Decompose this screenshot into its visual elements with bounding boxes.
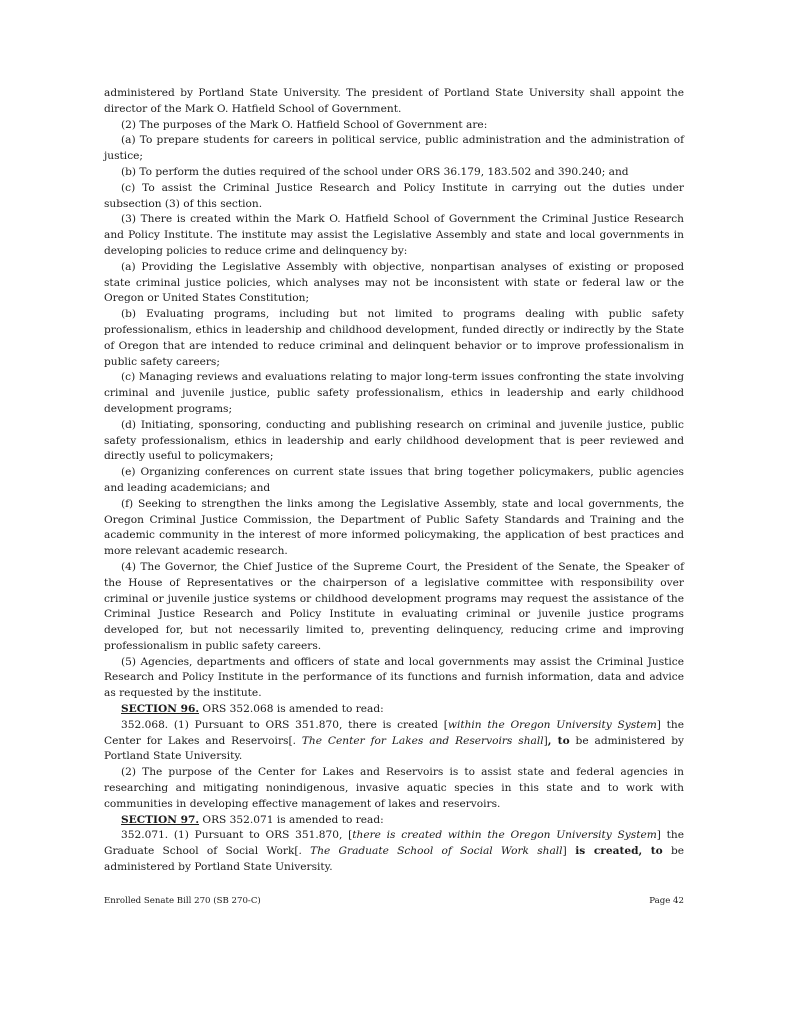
text-run: be administered by Portland State University. xyxy=(104,734,684,763)
section-96-paragraph-2: (2) The purpose of the Center for Lakes and Reservoirs is to assist state and federal agencies in researching and mitigating nonindigenous, invasive aquatic species in this state and to work with communities in developing effective management of lakes and reservoirs. xyxy=(104,766,684,810)
text-run: ] the Graduate School of Social Work[ xyxy=(104,829,684,858)
bill-title: Enrolled Senate Bill 270 (SB 270-C) xyxy=(104,896,261,906)
section-96-intro: ORS 352.068 is amended to read: xyxy=(199,703,384,716)
paragraph: (2) The purposes of the Mark O. Hatfield School of Government are: xyxy=(121,118,488,131)
deleted-text: . The Graduate School of Social Work shall xyxy=(298,845,563,858)
section-97-intro: ORS 352.071 is amended to read: xyxy=(199,813,384,826)
paragraph: (5) Agencies, departments and officers of state and local governments may assist the Criminal Justice Research and Policy Institute in the performance of its functions and furnish information, data and advice as requested by the institute. xyxy=(104,655,684,700)
deleted-text: within the Oregon University System xyxy=(447,718,657,731)
page-footer xyxy=(104,896,684,906)
paragraph: (4) The Governor, the Chief Justice of the Supreme Court, the President of the Senate, the Speaker of the House of Representatives or the chairperson of a legislative committee with responsibility over criminal or juvenile justice systems or childhood development programs may request the assistance of the Criminal Justice Research and Policy Institute in evaluating criminal or juvenile justice programs developed for, but not necessarily limited to, preventing delinquency, reducing crime and improving professionalism in public safety careers. xyxy=(104,560,684,652)
section-96-paragraph-1 xyxy=(104,718,684,765)
text-run: ] xyxy=(543,734,548,747)
paragraph: (3) There is created within the Mark O. Hatfield School of Government the Criminal Justice Research and Policy Institute. The institute may assist the Legislative Assembly and state and local governments in developing policies to reduce crime and delinquency by: xyxy=(104,213,684,257)
paragraph: (b) Evaluating programs, including but not limited to programs dealing with public safety professionalism, ethics in leadership and childhood development, funded directly or indirectly by the State of Oregon that are intended to reduce criminal and delinquent behavior or to improve professionalism in public safety careers; xyxy=(104,308,684,368)
page-number: Page 42 xyxy=(649,896,684,906)
text-run: 352.068. (1) Pursuant to ORS 351.870, there is created [ xyxy=(121,718,448,731)
section-97-heading-line xyxy=(104,813,684,829)
deleted-text: . The Center for Lakes and Reservoirs shall xyxy=(292,734,544,747)
added-text: , to xyxy=(547,734,570,747)
paragraph: (a) Providing the Legislative Assembly with objective, nonpartisan analyses of existing or proposed state criminal justice policies, which analyses may not be inconsistent with state or federal law or the Oregon or United States Constitution; xyxy=(104,260,684,305)
added-text: is created, to xyxy=(566,845,663,858)
paragraph: administered by Portland State University. The president of Portland State University shall appoint the director of the Mark O. Hatfield School of Government. xyxy=(104,87,684,115)
section-96-heading-line xyxy=(104,702,684,718)
section-96-label: SECTION 96. xyxy=(121,703,200,716)
paragraph: (d) Initiating, sponsoring, conducting and publishing research on criminal and juvenile justice, public safety professionalism, ethics in leadership and early childhood development that is peer reviewed and directly useful to policymakers; xyxy=(104,418,684,463)
deleted-text: there is created within the Oregon University System xyxy=(352,829,657,842)
text-run: ] xyxy=(562,845,567,858)
paragraph: (e) Organizing conferences on current state issues that bring together policymakers, public agencies and leading academicians; and xyxy=(104,466,684,494)
document-body xyxy=(104,86,684,876)
text-run: be administered by Portland State University. xyxy=(104,845,684,874)
paragraph: (a) To prepare students for careers in political service, public administration and the administration of justice; xyxy=(104,134,684,163)
paragraph: (c) Managing reviews and evaluations relating to major long-term issues confronting the state involving criminal and juvenile justice, public safety professionalism, ethics in leadership and early childhood development programs; xyxy=(104,371,684,415)
section-97-label: SECTION 97. xyxy=(121,813,200,826)
paragraph: (b) To perform the duties required of the school under ORS 36.179, 183.502 and 390.240; and xyxy=(121,165,629,178)
text-run: 352.071. (1) Pursuant to ORS 351.870, [ xyxy=(121,829,353,842)
paragraph: (f) Seeking to strengthen the links among the Legislative Assembly, state and local governments, the Oregon Criminal Justice Commission, the Department of Public Safety Standards and Training and the academic community in the interest of more informed policymaking, the application of best practices and more relevant academic research. xyxy=(104,497,684,558)
text-run: ] the Center for Lakes and Reservoirs[ xyxy=(104,718,684,747)
section-97-paragraph-1 xyxy=(104,828,684,875)
paragraph: (c) To assist the Criminal Justice Research and Policy Institute in carrying out the duties under subsection (3) of this section. xyxy=(104,181,684,210)
